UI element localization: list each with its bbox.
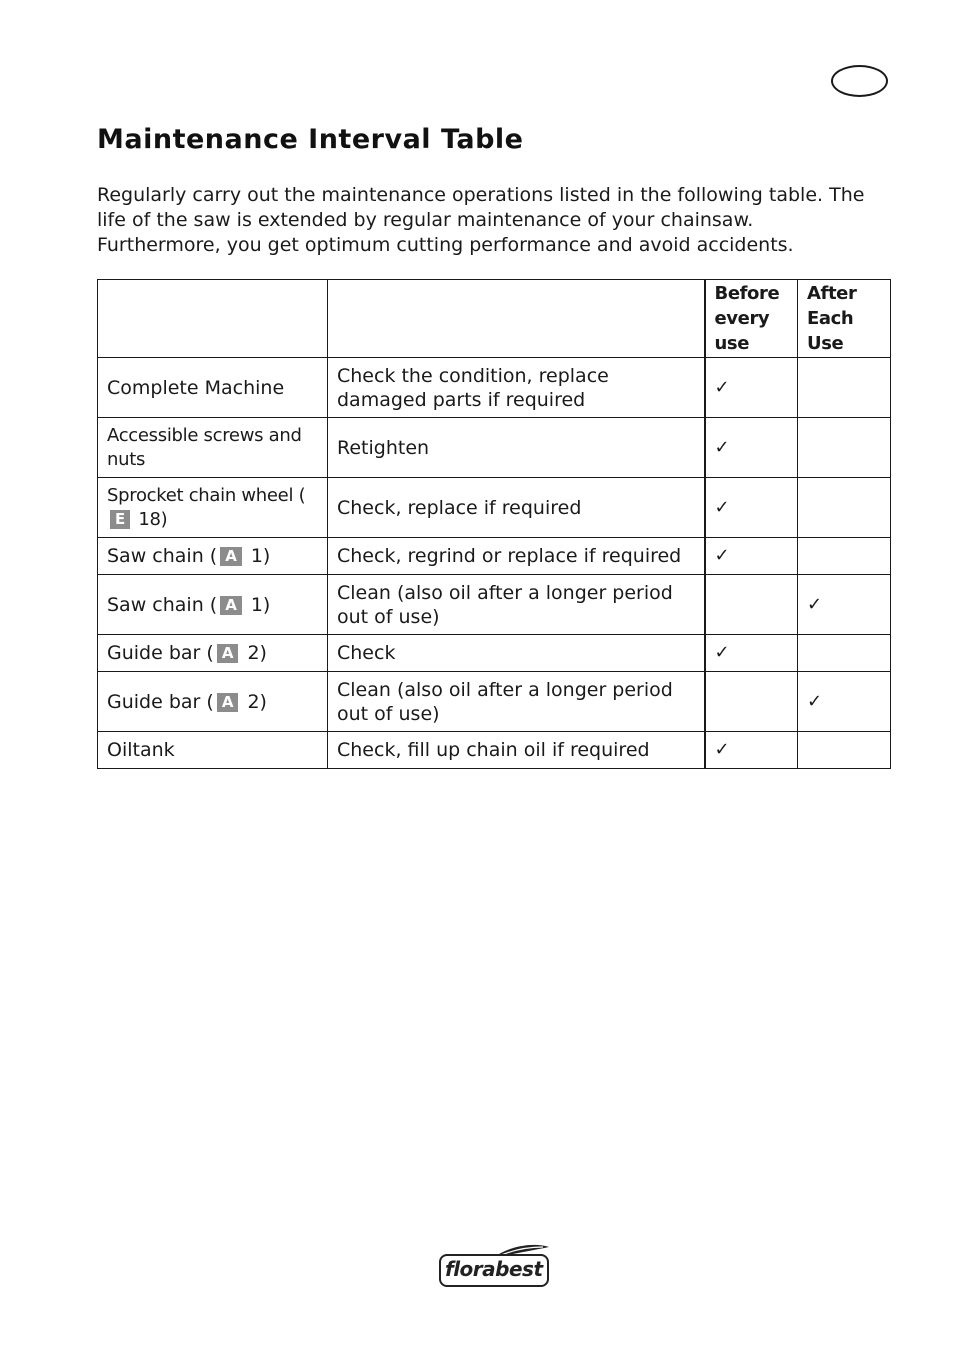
row-action: Clean (also oil after a longer period out of use) [328, 575, 705, 635]
check-after [798, 635, 891, 672]
language-badge [831, 65, 888, 97]
header-item [98, 280, 328, 358]
item-number: 1) [244, 593, 271, 616]
check-before: ✓ [705, 732, 798, 769]
table-row [98, 358, 891, 418]
header-after-each-use: After Each Use [798, 280, 891, 358]
intro-paragraph: Regularly carry out the maintenance operations listed in the following table. The life of the saw is extended by regular maintenance of your chainsaw. Furthermore, you get optimum cutting performance and avoid accidents. [97, 184, 865, 256]
item-text: Guide bar ( [107, 690, 214, 713]
row-action: Retighten [328, 418, 705, 478]
table-row [98, 672, 891, 732]
table-row [98, 635, 891, 672]
row-action: Check, replace if required [328, 478, 705, 538]
check-before [705, 672, 798, 732]
row-action: Check [328, 635, 705, 672]
check-after: ✓ [798, 672, 891, 732]
row-item: Accessible screws and nuts [98, 418, 328, 478]
header-action [328, 280, 705, 358]
item-text: Saw chain ( [107, 545, 218, 567]
item-text: Sprocket chain wheel ( [107, 484, 306, 506]
table-row [98, 478, 891, 538]
table-row [98, 538, 891, 575]
maintenance-table [97, 279, 891, 769]
logo-wordmark: florabest [445, 1257, 543, 1281]
check-after [798, 478, 891, 538]
row-action: Check, fill up chain oil if required [328, 732, 705, 769]
item-number: 1) [244, 545, 271, 567]
check-after: ✓ [798, 575, 891, 635]
check-after [798, 418, 891, 478]
item-text: Guide bar ( [107, 642, 214, 664]
row-item [98, 575, 328, 635]
check-before: ✓ [705, 418, 798, 478]
check-after [798, 538, 891, 575]
item-number: 18) [132, 508, 168, 530]
page-title: Maintenance Interval Table [97, 124, 524, 155]
item-text: Saw chain ( [107, 593, 218, 616]
figure-reference-badge: E [110, 510, 130, 529]
check-before: ✓ [705, 538, 798, 575]
row-item: Oiltank [98, 732, 328, 769]
row-item [98, 672, 328, 732]
table-row [98, 418, 891, 478]
row-action: Clean (also oil after a longer period out of use) [328, 672, 705, 732]
row-item [98, 635, 328, 672]
check-after [798, 358, 891, 418]
check-after [798, 732, 891, 769]
row-item: Complete Machine [98, 358, 328, 418]
row-item [98, 538, 328, 575]
row-action: Check, regrind or replace if required [328, 538, 705, 575]
header-before-every-use: Before every use [705, 280, 798, 358]
table-row [98, 575, 891, 635]
figure-reference-badge: A [217, 693, 239, 712]
check-before: ✓ [705, 358, 798, 418]
check-before: ✓ [705, 635, 798, 672]
item-number: 2) [241, 690, 267, 713]
figure-reference-badge: A [220, 547, 242, 566]
figure-reference-badge: A [220, 596, 242, 615]
row-item [98, 478, 328, 538]
figure-reference-badge: A [217, 644, 239, 663]
row-action: Check the condition, replace damaged parts if required [328, 358, 705, 418]
florabest-logo [439, 1244, 550, 1288]
table-row [98, 732, 891, 769]
item-number: 2) [241, 642, 267, 664]
check-before [705, 575, 798, 635]
check-before: ✓ [705, 478, 798, 538]
table-header-row [98, 280, 891, 358]
